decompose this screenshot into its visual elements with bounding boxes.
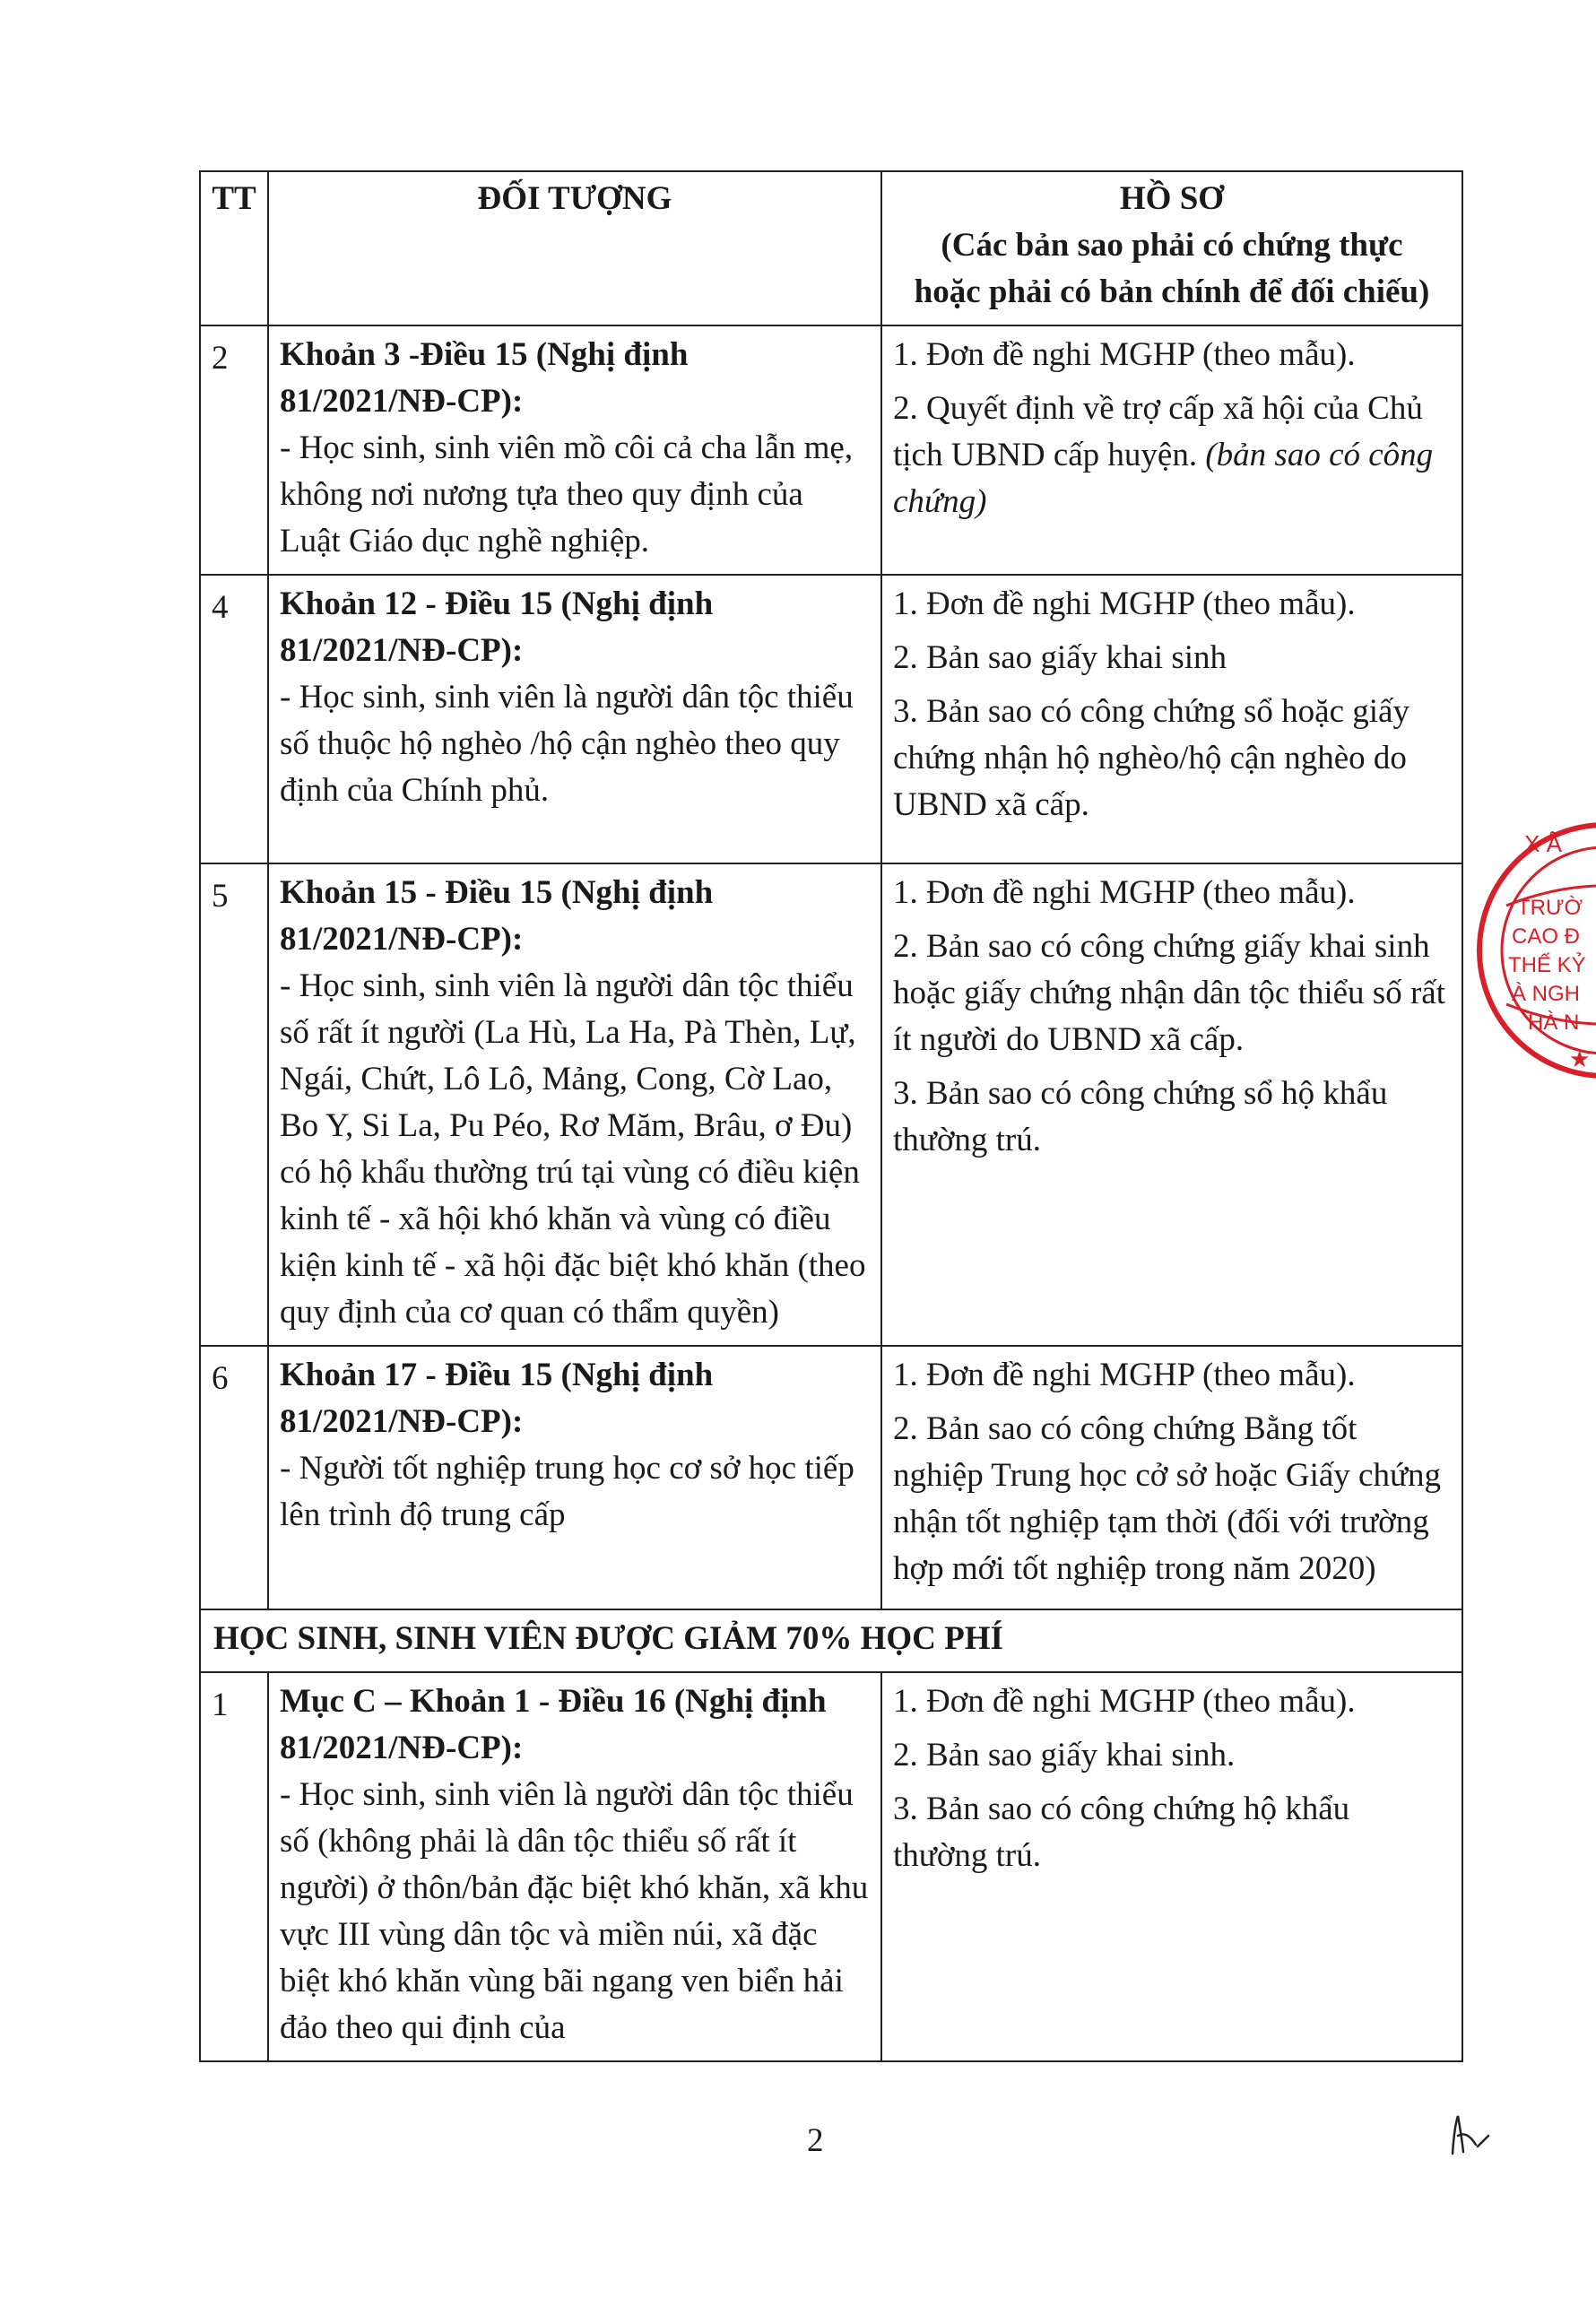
record-item: 3. Bản sao có công chứng sổ hộ khẩu thường trú. [893, 1075, 1388, 1158]
stamp-text: À NGH [1512, 982, 1581, 1006]
row-tt: 5 [200, 863, 268, 1346]
table-row [200, 575, 1462, 863]
header-object: ĐỐI TƯỢNG [268, 171, 881, 325]
stamp-text: CAO Đ [1512, 924, 1581, 949]
row-object [268, 863, 881, 1346]
stamp-text: THẾ KỶ [1508, 953, 1586, 977]
object-description: - Học sinh, sinh viên mồ côi cả cha lẫn mẹ, không nơi nương tựa theo quy định của Luật Giáo dục nghề nghiệp. [280, 429, 854, 559]
object-description: - Người tốt nghiệp trung học cơ sở học tiếp lên trình độ trung cấp [280, 1450, 854, 1533]
record-item: 2. Bản sao có công chứng giấy khai sinh hoặc giấy chứng nhận dân tộc thiểu số rất ít người do UBND xã cấp. [893, 928, 1445, 1058]
record-item: 1. Đơn đề nghi MGHP (theo mẫu). [893, 1357, 1356, 1393]
stamp-star-icon: ★ [1569, 1045, 1591, 1072]
row-records [881, 1346, 1462, 1609]
record-item: 1. Đơn đề nghi MGHP (theo mẫu). [893, 336, 1356, 373]
signature-mark [1445, 2109, 1499, 2163]
record-item: 2. Bản sao có công chứng Bằng tốt nghiệp Trung học cở sở hoặc Giấy chứng nhận tốt nghiệp tạm thời (đối với trường hợp mới tốt nghiệp trong năm 2020) [893, 1410, 1442, 1587]
row-tt: 6 [200, 1346, 268, 1609]
section-title: HỌC SINH, SINH VIÊN ĐƯỢC GIẢM 70% HỌC PHÍ [200, 1609, 1462, 1672]
page-number: 2 [807, 2122, 824, 2159]
record-item: 3. Bản sao có công chứng sổ hoặc giấy chứng nhận hộ nghèo/hộ cận nghèo do UBND xã cấp. [893, 693, 1410, 823]
row-tt: 4 [200, 575, 268, 863]
header-tt: TT [200, 171, 268, 325]
object-description: - Học sinh, sinh viên là người dân tộc thiểu số (không phải là dân tộc thiểu số rất ít người) ở thôn/bản đặc biệt khó khăn, xã khu vực III vùng dân tộc và miền núi, xã đặc biệt khó khăn vùng bãi ngang ven biển hải đảo theo qui định của [280, 1776, 869, 2046]
law-reference: Khoản 17 - Điều 15 (Nghị định 81/2021/NĐ-CP): [280, 1357, 714, 1440]
table-row [200, 1346, 1462, 1609]
table-row [200, 325, 1462, 575]
header-records-title: HỒ SƠ [1119, 180, 1225, 217]
table-row [200, 863, 1462, 1346]
law-reference: Khoản 12 - Điều 15 (Nghị định 81/2021/NĐ-CP): [280, 585, 714, 669]
record-item [893, 386, 1451, 525]
object-description: - Học sinh, sinh viên là người dân tộc thiểu số thuộc hộ nghèo /hộ cận nghèo theo quy định của Chính phủ. [280, 679, 854, 809]
row-records [881, 1672, 1462, 2061]
row-object [268, 1672, 881, 2061]
record-item-text: 2. Quyết định về trợ cấp xã hội của Chủ tịch UBND cấp huyện. [893, 390, 1423, 473]
row-object [268, 325, 881, 575]
record-item: 2. Bản sao giấy khai sinh. [893, 1737, 1236, 1774]
stamp-text: X Ã [1524, 830, 1562, 857]
table-header-row [200, 171, 1462, 325]
header-records-sub2: hoặc phải có bản chính để đối chiếu) [914, 273, 1430, 310]
record-item-italic: (bản sao có công chứng) [893, 437, 1434, 520]
row-records [881, 575, 1462, 863]
law-reference: Khoản 3 -Điều 15 (Nghị định 81/2021/NĐ-CP): [280, 336, 689, 420]
law-reference: Khoản 15 - Điều 15 (Nghị định 81/2021/NĐ-CP): [280, 874, 714, 958]
red-seal-stamp [1470, 798, 1596, 1103]
row-tt: 2 [200, 325, 268, 575]
section-header-row [200, 1609, 1462, 1672]
stamp-text: HÀ N [1528, 1010, 1580, 1035]
table-row [200, 1672, 1462, 2061]
law-reference: Mục C – Khoản 1 - Điều 16 (Nghị định 81/2021/NĐ-CP): [280, 1683, 827, 1766]
record-item: 1. Đơn đề nghi MGHP (theo mẫu). [893, 1683, 1356, 1720]
records-table [199, 170, 1463, 2062]
object-description: - Học sinh, sinh viên là người dân tộc thiểu số rất ít người (La Hù, La Ha, Pà Thèn, Lự, Ngái, Chứt, Lô Lô, Mảng, Cong, Cờ Lao, Bo Y, Si La, Pu Péo, Rơ Măm, Brâu, ơ Đu) có hộ khẩu thường trú tại vùng có điều kiện kinh tế - xã hội khó khăn và vùng có điều kiện kinh tế - xã hội đặc biệt khó khăn (theo quy định của cơ quan có thẩm quyền) [280, 967, 866, 1331]
row-tt: 1 [200, 1672, 268, 2061]
header-records [881, 171, 1462, 325]
record-item: 1. Đơn đề nghi MGHP (theo mẫu). [893, 585, 1356, 622]
record-item: 2. Bản sao giấy khai sinh [893, 639, 1227, 676]
stamp-text: TRƯỜ [1517, 896, 1583, 920]
row-object [268, 1346, 881, 1609]
header-records-sub1: (Các bản sao phải có chứng thực [941, 227, 1403, 264]
row-object [268, 575, 881, 863]
record-item: 3. Bản sao có công chứng hộ khẩu thường trú. [893, 1791, 1350, 1874]
row-records [881, 863, 1462, 1346]
record-item: 1. Đơn đề nghi MGHP (theo mẫu). [893, 874, 1356, 911]
row-records [881, 325, 1462, 575]
